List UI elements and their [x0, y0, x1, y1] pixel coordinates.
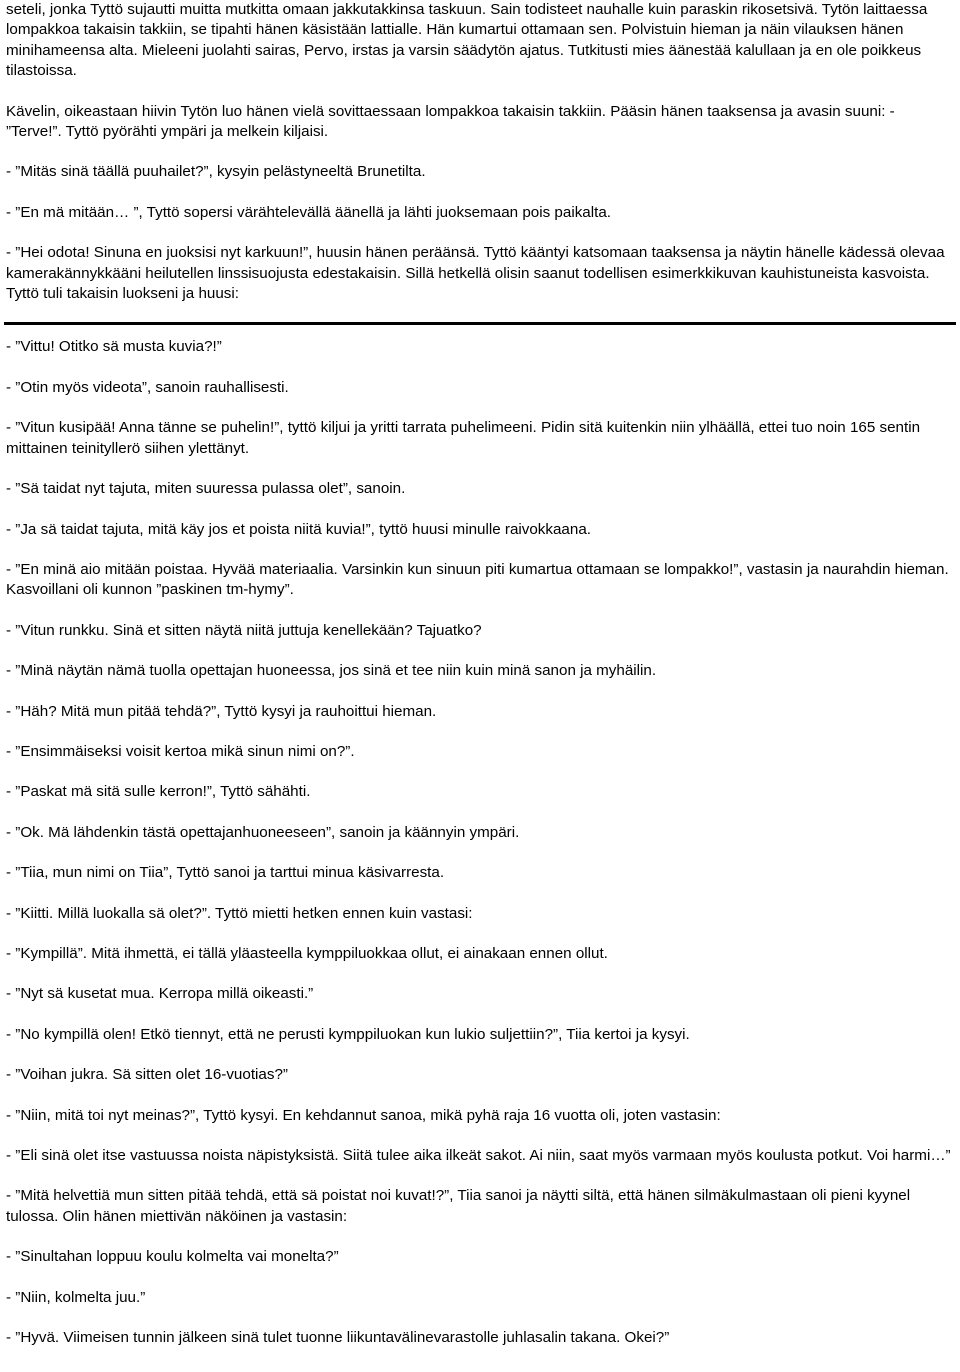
paragraph: - ”Paskat mä sitä sulle kerron!”, Tyttö sähähti. [6, 783, 311, 801]
paragraph: seteli, jonka Tyttö sujautti muitta mutkitta omaan jakkutakkinsa taskuun. Sain todisteet nauhalle kuin paraskin rikosetsivä. Tytön laittaessa lompakkoa takaisin takkiin, se tipahti hänen käsistään lattialle. Hän kumartui ottamaan sen. Polvistuin hieman ja näin vilauksen hänen minihameensa alta. Mieleeni juolahti sairas, Pervo, irstas ja varsin säädytön ajatus. Tutkitusti mies äänestää kalullaan ja en ole poikkeus tilastoissa. [6, 1, 928, 80]
paragraph: - ”Sä taidat nyt tajuta, miten suuressa pulassa olet”, sanoin. [6, 480, 406, 498]
paragraph: - ”Hyvä. Viimeisen tunnin jälkeen sinä tulet tuonne liikuntavälinevarastolle juhlasalin takana. Okei?” [6, 1329, 670, 1347]
paragraph: - ”Hei odota! Sinuna en juoksisi nyt karkuun!”, huusin hänen peräänsä. Tyttö kääntyi katsomaan taaksensa ja näytin hänelle kädessä olevaa kamerakännykkääni heilutellen linssisuojusta edestakaisin. Sillä hetkellä olisin saanut todellisen esimerkkikuvan kauhistuneista kasvoista. Tyttö tuli takaisin luokseni ja huusi: [6, 244, 945, 303]
paragraph: - ”Ensimmäiseksi voisit kertoa mikä sinun nimi on?”. [6, 742, 355, 760]
paragraph: - ”Ok. Mä lähdenkin tästä opettajanhuoneeseen”, sanoin ja käännyin ympäri. [6, 823, 520, 841]
paragraph: - ”Kympillä”. Mitä ihmettä, ei tällä yläasteella kymppiluokkaa ollut, ei ainakaan ennen ollut. [6, 944, 608, 962]
paragraph: - ”Vitun kusipää! Anna tänne se puhelin!”, tyttö kiljui ja yritti tarrata puhelimeeni. Pidin sitä kuitenkin niin ylhäällä, ettei tuo noin 165 sentin mittainen teinityllerö siihen ylettänyt. [6, 419, 921, 457]
paragraph: - ”Eli sinä olet itse vastuussa noista näpistyksistä. Siitä tulee aika ilkeät sakot. Ai niin, saat myös varmaan myös koulusta potkut. Voi harmi…” [6, 1147, 951, 1164]
paragraph: - ”Niin, mitä toi nyt meinas?”, Tyttö kysyi. En kehdannut sanoa, mikä pyhä raja 16 vuotta oli, joten vastasin: [6, 1106, 721, 1124]
paragraph: - ”Kiitti. Millä luokalla sä olet?”. Tyttö mietti hetken ennen kuin vastasi: [6, 904, 473, 922]
paragraph: - ”Minä näytän nämä tuolla opettajan huoneessa, jos sinä et tee niin kuin minä sanon ja myhäilin. [6, 662, 657, 680]
story-section-top [6, 0, 952, 304]
paragraph: - ”Tiia, mun nimi on Tiia”, Tyttö sanoi ja tarttui minua käsivarresta. [6, 864, 445, 882]
paragraph: Kävelin, oikeastaan hiivin Tytön luo hänen vielä sovittaessaan lompakkoa takaisin takkiin. Pääsin hänen taaksensa ja avasin suuni: - ”Terve!”. Tyttö pyörähti ympäri ja melkein kiljaisi. [6, 102, 895, 141]
paragraph: - ”Voihan jukra. Sä sitten olet 16-vuotias?” [6, 1066, 288, 1084]
paragraph: - ”Niin, kolmelta juu.” [6, 1288, 146, 1306]
section-divider [4, 322, 956, 325]
paragraph: - ”Ja sä taidat tajuta, mitä käy jos et poista niitä kuvia!”, tyttö huusi minulle raivokkaana. [6, 520, 591, 538]
paragraph: - ”Nyt sä kusetat mua. Kerropa millä oikeasti.” [6, 985, 314, 1003]
paragraph: - ”Vitun runkku. Sinä et sitten näytä niitä juttuja kenellekään? Tajuatko? [6, 621, 482, 639]
paragraph: - ”Mitäs sinä täällä puuhailet?”, kysyin pelästyneeltä Brunetilta. [6, 163, 426, 181]
story-section-bottom [6, 337, 952, 1348]
paragraph: - ”Sinultahan loppuu koulu kolmelta vai monelta?” [6, 1248, 339, 1266]
paragraph: - ”Mitä helvettiä mun sitten pitää tehdä, että sä poistat noi kuvat!?”, Tiia sanoi ja näytti siltä, että hänen silmäkulmastaan oli pieni kyynel tulossa. Olin hänen miettivän näköinen ja vastasin: [6, 1187, 911, 1225]
paragraph: - ”Otin myös videota”, sanoin rauhallisesti. [6, 378, 289, 396]
paragraph: - ”Vittu! Otitko sä musta kuvia?!” [6, 338, 222, 356]
paragraph: - ”En mä mitään… ”, Tyttö sopersi värähtelevällä äänellä ja lähti juoksemaan pois paikalta. [6, 203, 611, 221]
paragraph: - ”No kympillä olen! Etkö tiennyt, että ne perusti kymppiluokan kun lukio suljettiin?”, Tiia kertoi ja kysyi. [6, 1025, 690, 1043]
paragraph: - ”En minä aio mitään poistaa. Hyvää materiaalia. Varsinkin kun sinuun piti kumartua ottamaan se lompakko!”, vastasin ja naurahdin hieman. Kasvoillani oli kunnon ”paskinen tm-hymy”. [6, 560, 949, 599]
paragraph: - ”Häh? Mitä mun pitää tehdä?”, Tyttö kysyi ja rauhoittui hieman. [6, 702, 437, 720]
document-page [6, 0, 952, 1348]
